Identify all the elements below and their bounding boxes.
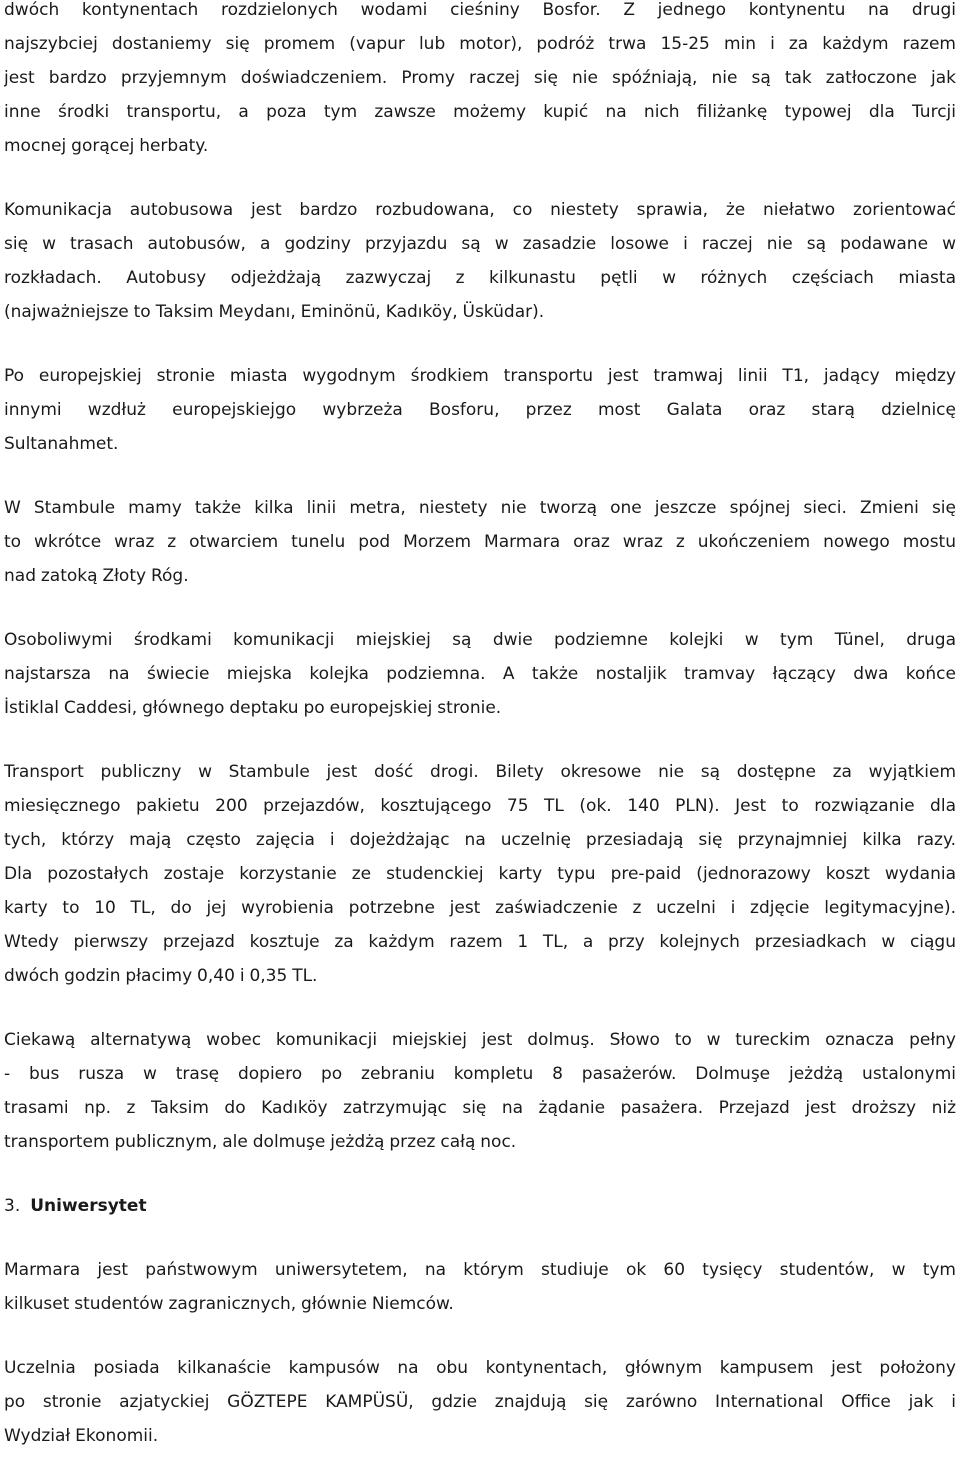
text-line: mocnej gorącej herbaty.: [4, 136, 209, 156]
text-line: Sultanahmet.: [4, 434, 119, 454]
text-line: Marmara jest państwowym uniwersytetem, na którym studiuje ok 60 tysięcy studentów, w tym: [4, 1260, 956, 1280]
paragraph-metro: [4, 491, 956, 593]
text-line: Uczelnia posiada kilkanaście kampusów na obu kontynentach, głównym kampusem jest położony: [4, 1358, 956, 1378]
paragraph-tram: [4, 359, 956, 461]
text-line: to wkrótce wraz z otwarciem tunelu pod Morzem Marmara oraz wraz z ukończeniem nowego mostu: [4, 532, 956, 552]
text-line: Dla pozostałych zostaje korzystanie ze studenckiej karty typu pre-paid (jednorazowy koszt wydania: [4, 864, 956, 884]
paragraph-buses: [4, 193, 956, 329]
paragraph-university: [4, 1253, 956, 1321]
paragraph-campuses: [4, 1351, 956, 1453]
text-line: transportem publicznym, ale dolmuşe jeżdżą przez całą noc.: [4, 1132, 517, 1152]
text-line: Wydział Ekonomii.: [4, 1426, 159, 1446]
text-line: po stronie azjatyckiej GÖZTEPE KAMPÜSÜ, gdzie znajdują się zarówno International Office jak i: [4, 1392, 956, 1412]
text-line: İstiklal Caddesi, głównego deptaku po europejskiej stronie.: [4, 698, 502, 718]
text-line: W Stambule mamy także kilka linii metra, niestety nie tworzą one jeszcze spójnej sieci. Zmieni się: [4, 498, 956, 518]
text-line: najstarsza na świecie miejska kolejka podziemna. A także nostaljik tramvay łączący dwa końce: [4, 664, 956, 684]
text-line: nad zatoką Złoty Róg.: [4, 566, 189, 586]
document-page: [4, 0, 956, 1483]
text-line: jest bardzo przyjemnym doświadczeniem. Promy raczej się nie spóźniają, nie są tak zatłoczone jak: [4, 68, 956, 88]
section-number: 3.: [4, 1196, 21, 1216]
text-line: Po europejskiej stronie miasta wygodnym środkiem transportu jest tramwaj linii T1, jadący między: [4, 366, 956, 386]
text-line: tych, którzy mają często zajęcia i dojeżdżając na uczelnię przesiadają się przynajmniej kilka razy.: [4, 830, 956, 850]
text-line: (najważniejsze to Taksim Meydanı, Eminönü, Kadıköy, Üsküdar).: [4, 302, 545, 322]
text-line: Wtedy pierwszy przejazd kosztuje za każdym razem 1 TL, a przy kolejnych przesiadkach w ciągu: [4, 932, 956, 952]
paragraph-prices: [4, 755, 956, 993]
text-line: Ciekawą alternatywą wobec komunikacji miejskiej jest dolmuş. Słowo to w tureckim oznacza pełny: [4, 1030, 956, 1050]
text-line: dwóch kontynentach rozdzielonych wodami cieśniny Bosfor. Z jednego kontynentu na drugi: [4, 0, 956, 20]
text-line: karty to 10 TL, do jej wyrobienia potrzebne jest zaświadczenie z uczelni i zdjęcie legitymacyjne).: [4, 898, 956, 918]
paragraph-dolmus: [4, 1023, 956, 1159]
text-line: inne środki transportu, a poza tym zawsze możemy kupić na nich filiżankę typowej dla Turcji: [4, 102, 956, 122]
text-line: - bus rusza w trasę dopiero po zebraniu kompletu 8 pasażerów. Dolmuşe jeżdżą ustalonymi: [4, 1064, 956, 1084]
text-line: rozkładach. Autobusy odjeżdżają zazwyczaj z kilkunastu pętli w różnych częściach miasta: [4, 268, 956, 288]
text-line: miesięcznego pakietu 200 przejazdów, kosztującego 75 TL (ok. 140 PLN). Jest to rozwiązanie dla: [4, 796, 956, 816]
section-heading: [4, 1189, 956, 1223]
paragraph-ferries: [4, 0, 956, 163]
text-line: innymi wzdłuż europejskiejgo wybrzeża Bosforu, przez most Galata oraz starą dzielnicę: [4, 400, 956, 420]
paragraph-funiculars: [4, 623, 956, 725]
text-line: Komunikacja autobusowa jest bardzo rozbudowana, co niestety sprawia, że niełatwo zorientować: [4, 200, 956, 220]
text-line: trasami np. z Taksim do Kadıköy zatrzymując się na żądanie pasażera. Przejazd jest droższy niż: [4, 1098, 956, 1118]
text-line: dwóch godzin płacimy 0,40 i 0,35 TL.: [4, 966, 318, 986]
text-line: kilkuset studentów zagranicznych, głównie Niemców.: [4, 1294, 454, 1314]
text-line: Osoboliwymi środkami komunikacji miejskiej są dwie podziemne kolejki w tym Tünel, druga: [4, 630, 956, 650]
text-line: najszybciej dostaniemy się promem (vapur lub motor), podróż trwa 15-25 min i za każdym razem: [4, 34, 956, 54]
section-title: Uniwersytet: [30, 1196, 147, 1216]
text-line: się w trasach autobusów, a godziny przyjazdu są w zasadzie losowe i raczej nie są podawane w: [4, 234, 956, 254]
text-line: Transport publiczny w Stambule jest dość drogi. Bilety okresowe nie są dostępne za wyjątkiem: [4, 762, 956, 782]
